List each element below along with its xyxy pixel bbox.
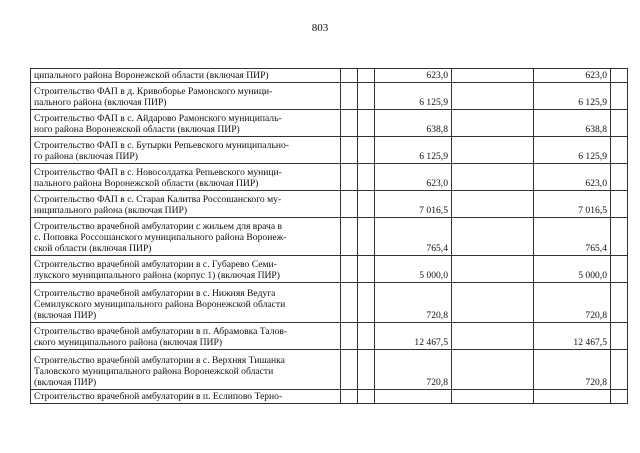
empty-cell	[341, 110, 358, 137]
table-row	[31, 218, 628, 256]
row-description: Строительство врачебной амбулатории в п. Абрамовка Талов- ского муниципального района (включая ПИР)	[31, 323, 341, 350]
empty-cell	[452, 110, 534, 137]
empty-cell	[341, 164, 358, 191]
empty-cell	[341, 191, 358, 218]
empty-cell	[611, 164, 628, 191]
row-value-1: 623,0	[375, 164, 452, 191]
table-row	[31, 164, 628, 191]
empty-cell	[341, 218, 358, 256]
table-row	[31, 110, 628, 137]
empty-cell	[341, 137, 358, 164]
row-value-1: 720,8	[375, 283, 452, 323]
row-value-1: 6 125,9	[375, 137, 452, 164]
row-value-2: 6 125,9	[534, 83, 611, 110]
empty-cell	[452, 83, 534, 110]
row-description: Строительство врачебной амбулатории в п. Еслипово Терно-	[31, 390, 341, 404]
table-row	[31, 283, 628, 323]
empty-cell	[452, 218, 534, 256]
empty-cell	[452, 390, 534, 404]
row-value-1: 720,8	[375, 350, 452, 390]
empty-cell	[611, 110, 628, 137]
table-row	[31, 350, 628, 390]
row-description: Строительство ФАП в с. Айдарово Рамонского муниципаль- ного района Воронежской области (включая ПИР)	[31, 110, 341, 137]
row-value-1: 12 467,5	[375, 323, 452, 350]
row-value-2: 5 000,0	[534, 256, 611, 283]
table-body	[31, 69, 628, 404]
row-description: Строительство врачебной амбулатории в с. Верхняя Тишанка Таловского муниципального района Воронежской области (включая ПИР)	[31, 350, 341, 390]
table-row	[31, 191, 628, 218]
empty-cell	[452, 283, 534, 323]
empty-cell	[341, 283, 358, 323]
empty-cell	[358, 323, 375, 350]
empty-cell	[358, 390, 375, 404]
empty-cell	[358, 164, 375, 191]
row-value-2: 6 125,9	[534, 137, 611, 164]
table-row	[31, 83, 628, 110]
empty-cell	[341, 83, 358, 110]
empty-cell	[341, 390, 358, 404]
row-value-1	[375, 390, 452, 404]
empty-cell	[611, 350, 628, 390]
empty-cell	[358, 83, 375, 110]
empty-cell	[358, 137, 375, 164]
row-description: Строительство ФАП в д. Кривоборье Рамонского муници- пального района (включая ПИР)	[31, 83, 341, 110]
empty-cell	[611, 256, 628, 283]
empty-cell	[611, 83, 628, 110]
row-value-2: 720,8	[534, 350, 611, 390]
empty-cell	[358, 350, 375, 390]
table-row	[31, 69, 628, 83]
row-description: Строительство ФАП в с. Новосолдатка Репьевского муници- пального района Воронежской области (включая ПИР)	[31, 164, 341, 191]
empty-cell	[452, 164, 534, 191]
empty-cell	[358, 218, 375, 256]
empty-cell	[452, 69, 534, 83]
row-description: Строительство врачебной амбулатории в с. Губарево Семи- лукского муниципального района (корпус 1) (включая ПИР)	[31, 256, 341, 283]
row-value-2	[534, 390, 611, 404]
empty-cell	[611, 218, 628, 256]
budget-table	[30, 68, 628, 404]
row-value-2: 720,8	[534, 283, 611, 323]
row-description: Строительство ФАП в с. Старая Калитва Россошанского му- ниципального района (включая ПИР)	[31, 191, 341, 218]
empty-cell	[358, 283, 375, 323]
row-value-2: 623,0	[534, 164, 611, 191]
empty-cell	[358, 256, 375, 283]
empty-cell	[341, 69, 358, 83]
empty-cell	[452, 191, 534, 218]
empty-cell	[341, 256, 358, 283]
empty-cell	[452, 256, 534, 283]
row-value-1: 623,0	[375, 69, 452, 83]
table-row	[31, 256, 628, 283]
empty-cell	[452, 350, 534, 390]
empty-cell	[358, 191, 375, 218]
table-row	[31, 323, 628, 350]
row-value-1: 765,4	[375, 218, 452, 256]
table-row	[31, 137, 628, 164]
row-description: Строительство врачебной амбулатории в с. Нижняя Ведуга Семилукского муниципального района Воронежской области (включая ПИР)	[31, 283, 341, 323]
empty-cell	[452, 137, 534, 164]
row-description: ципального района Воронежской области (включая ПИР)	[31, 69, 341, 83]
row-value-1: 7 016,5	[375, 191, 452, 218]
empty-cell	[611, 390, 628, 404]
row-description: Строительство врачебной амбулатории с жильем для врача в с. Поповка Россошанского муниципального района Воронеж- ской области (включая ПИР)	[31, 218, 341, 256]
empty-cell	[452, 323, 534, 350]
empty-cell	[611, 137, 628, 164]
row-value-2: 765,4	[534, 218, 611, 256]
row-value-2: 12 467,5	[534, 323, 611, 350]
row-value-2: 638,8	[534, 110, 611, 137]
table-row	[31, 390, 628, 404]
empty-cell	[341, 323, 358, 350]
row-description: Строительство ФАП в с. Бутырки Репьевского муниципально- го района (включая ПИР)	[31, 137, 341, 164]
empty-cell	[358, 69, 375, 83]
row-value-2: 623,0	[534, 69, 611, 83]
row-value-1: 638,8	[375, 110, 452, 137]
row-value-2: 7 016,5	[534, 191, 611, 218]
empty-cell	[341, 350, 358, 390]
empty-cell	[611, 323, 628, 350]
empty-cell	[611, 283, 628, 323]
empty-cell	[611, 69, 628, 83]
empty-cell	[358, 110, 375, 137]
row-value-1: 6 125,9	[375, 83, 452, 110]
page-number: 803	[311, 22, 329, 34]
empty-cell	[611, 191, 628, 218]
row-value-1: 5 000,0	[375, 256, 452, 283]
